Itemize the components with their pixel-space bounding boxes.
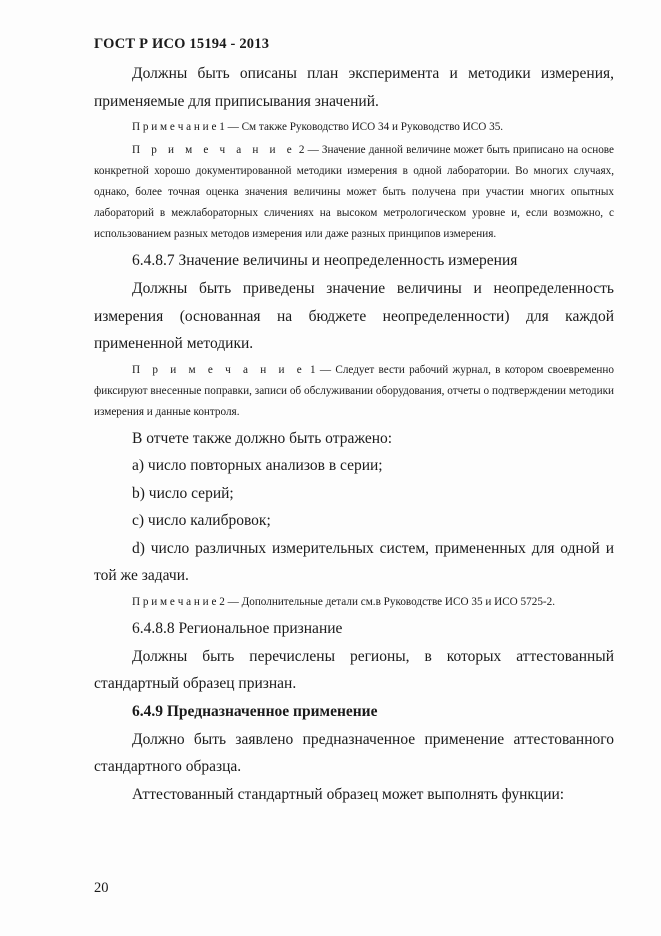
paragraph-report: В отчете также должно быть отражено: [132,429,393,447]
note-label: П р и м е ч а н и е [132,363,306,376]
list-item-c: с) число калибровок; [132,512,271,529]
section-heading-6-4-8-8: 6.4.8.8 Региональное признание [132,619,343,637]
note-4 [94,592,614,613]
list-item-d: d) число различных измерительных систем, примененных для одной и той же задачи. [94,539,614,584]
section-heading-6-4-8-7: 6.4.8.7 Значение величины и неопределенность измерения [132,252,518,269]
note-3 [94,360,614,423]
note-text: 1 — Следует вести рабочий журнал, в котором своевременно фиксируют внесенные поправки, записи об обслуживании оборудования, отчеты о подтверждении методики измерения и данные контроля. [94,363,614,418]
page-content [94,60,614,808]
note-label: П р и м е ч а н и е 1 [132,121,225,133]
list-item-b: b) число серий; [132,484,234,502]
paragraph-value: Должны быть приведены значение величины и неопределенность измерения (основанная на бюджете неопределенности) для каждой примененной методики. [94,280,614,352]
paragraph-regions: Должны быть перечислены регионы, в которых аттестованный стандартный образец признан. [94,647,614,692]
section-heading-6-4-9: 6.4.9 Предназначенное применение [132,702,378,720]
paragraph-intended-use: Должно быть заявлено предназначенное применение аттестованного стандартного образца. [94,730,614,775]
page-number: 20 [94,880,109,896]
paragraph-functions: Аттестованный стандартный образец может выполнять функции: [132,785,565,803]
list-item-a: а) число повторных анализов в серии; [132,457,383,474]
page-header: ГОСТ Р ИСО 15194 - 2013 [94,36,270,52]
paragraph-plan: Должны быть описаны план эксперимента и методики измерения, применяемые для приписывания значений. [94,65,614,110]
note-label: П р и м е ч а н и е [132,595,217,608]
note-2 [94,140,614,245]
note-text: 2 — Дополнительные детали см.в Руководстве ИСО 35 и ИСО 5725-2. [216,595,556,608]
note-text: 2 — Значение данной величине может быть приписано на основе конкретной хорошо документированной методики измерения в одной лаборатории. Во многих случаях, однако, более точная оценка значения величины может быть получена при участии многих опытных лабораторий в межлабораторных сличениях на высоком метрологическом уровне и, если возможно, с использованием разных методов измерения или даже разных принципов измерения. [94,144,614,240]
note-label: П р и м е ч а н и е [132,144,296,156]
note-1 [94,117,614,138]
note-text: — См также Руководство ИСО 34 и Руководство ИСО 35. [224,121,504,133]
